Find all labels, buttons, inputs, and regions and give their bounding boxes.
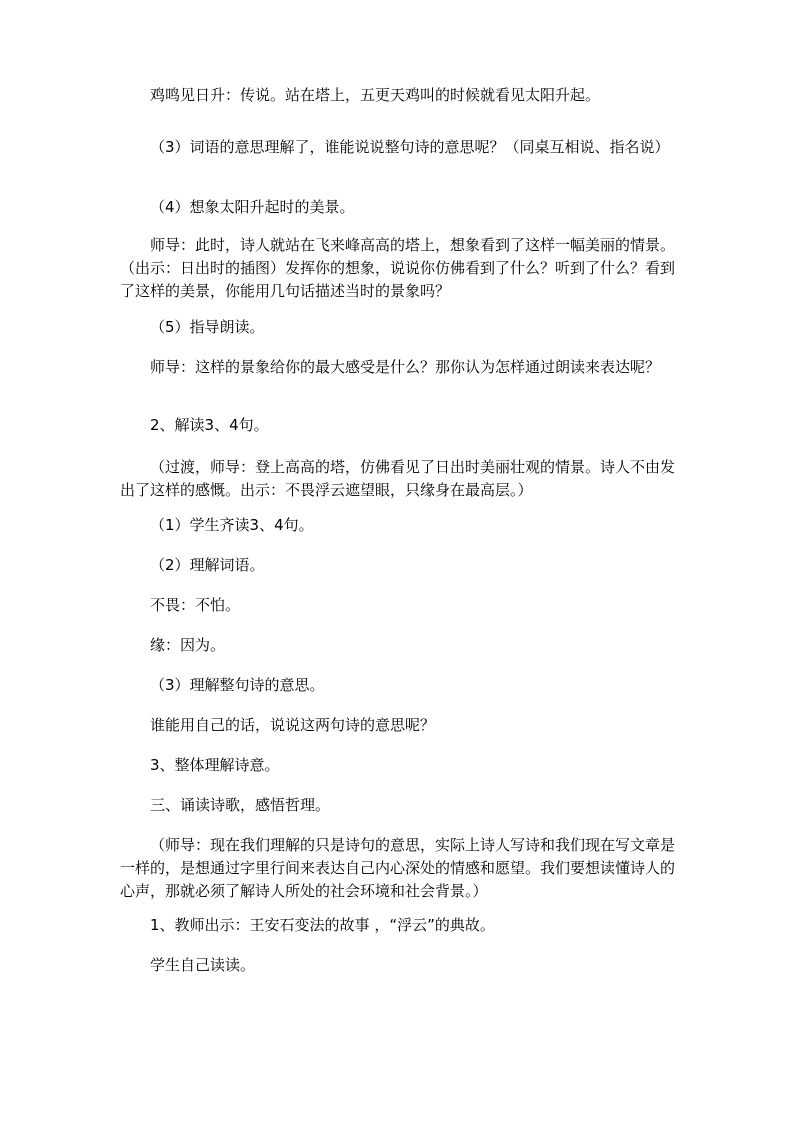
paragraph-16: 三、诵读诗歌，感悟哲理。 [150, 796, 331, 814]
paragraph-15: 3、整体理解诗意。 [150, 756, 280, 774]
paragraph-18: 1、教师出示：王安石变法的故事 ，“浮云”的典故。 [150, 916, 495, 934]
paragraph-14: 谁能用自己的话，说说这两句诗的意思呢？ [150, 716, 436, 734]
paragraph-4: 师导：此时，诗人就站在飞来峰高高的塔上，想象看到了这样一幅美丽的情景。（出示：日出时的插图）发挥你的想象，说说你仿佛看到了什么？听到了什么？看到了这样的美景，你能用几句话描述当时的景象吗？ [120, 236, 676, 300]
paragraph-17: （师导：现在我们理解的只是诗句的意思，实际上诗人写诗和我们现在写文章是一样的，是想通过字里行间来表达自己内心深处的情感和愿望。我们要想读懂诗人的心声，那就必须了解诗人所处的社会环境和社会背景。） [120, 836, 676, 900]
paragraph-12: 缘：因为。 [150, 636, 226, 654]
paragraph-19: 学生自己读读。 [150, 956, 256, 974]
paragraph-1: 鸡鸣见日升：传说。站在塔上，五更天鸡叫的时候就看见太阳升起。 [150, 86, 601, 104]
paragraph-2: （3）词语的意思理解了，谁能说说整句诗的意思呢？（同桌互相说、指名说） [150, 138, 670, 156]
paragraph-8: （过渡，师导：登上高高的塔，仿佛看见了日出时美丽壮观的情景。诗人不由发出了这样的感慨。出示：不畏浮云遮望眼，只缘身在最高层。） [120, 458, 676, 499]
paragraph-9: （1）学生齐读3、4句。 [150, 516, 314, 534]
paragraph-10: （2）理解词语。 [150, 556, 265, 574]
paragraph-6: 师导：这样的景象给你的最大感受是什么？那你认为怎样通过朗读来表达呢？ [150, 358, 661, 376]
paragraph-3: （4）想象太阳升起时的美景。 [150, 198, 355, 216]
paragraph-11: 不畏：不怕。 [150, 596, 241, 614]
paragraph-5: （5）指导朗读。 [150, 318, 265, 336]
paragraph-13: （3）理解整句诗的意思。 [150, 676, 325, 694]
paragraph-7: 2、解读3、4句。 [150, 416, 269, 434]
